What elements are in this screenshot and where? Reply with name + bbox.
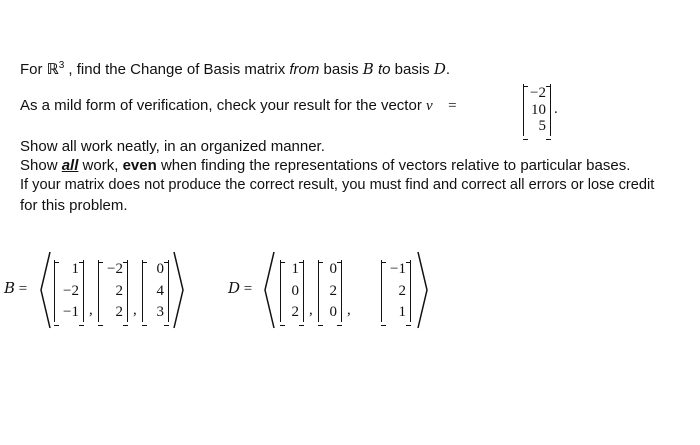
period: .: [554, 101, 558, 117]
basis-d-vector-2: [318, 260, 342, 322]
basis-b-vector-1: [54, 260, 84, 322]
instruction-line-1: Show all work neatly, in an organized manner.: [20, 138, 325, 155]
vector-entry: 1: [398, 304, 406, 320]
basis-b-label: B: [4, 279, 16, 297]
vector-entry: −1: [63, 304, 79, 320]
vector-entry: 0: [156, 261, 164, 277]
text: .: [445, 61, 451, 78]
equals-sign: =: [18, 281, 28, 297]
vector-entry: 4: [156, 282, 164, 299]
instruction-line-2: [20, 157, 630, 174]
text: when finding the representations of vectors relative to particular bases.: [156, 157, 631, 174]
comma: ,: [89, 302, 93, 318]
verification-statement: [20, 97, 457, 115]
comma: ,: [347, 302, 351, 318]
text: work,: [78, 157, 123, 174]
vector-entry: 2: [291, 304, 299, 320]
equals-sign: =: [243, 281, 253, 297]
comma: ,: [133, 302, 137, 318]
vector-entry: −1: [390, 261, 406, 277]
text: basis: [319, 61, 363, 78]
vector-entry: 2: [115, 282, 123, 299]
vector-entry: 1: [71, 261, 79, 277]
even-emphasis: even: [122, 157, 157, 174]
vector-entry: 0: [291, 282, 299, 299]
instruction-line-3: If your matrix does not produce the correct result, you must find and correct all errors or lose credit: [20, 177, 655, 193]
vector-entry: 10: [531, 101, 546, 118]
real-numbers-symbol: ℝ: [46, 60, 59, 78]
basis-d-symbol: D: [433, 60, 446, 78]
basis-d-vector-1: [280, 260, 304, 322]
left-angle-bracket: [38, 250, 52, 330]
basis-b-vector-3: [142, 260, 169, 322]
text: basis: [390, 61, 434, 78]
vector-entry: 2: [329, 282, 337, 299]
basis-b-equation: [4, 279, 27, 298]
right-angle-bracket: [416, 250, 430, 330]
vector-entry: 2: [398, 282, 406, 299]
left-angle-bracket: [262, 250, 276, 330]
basis-d-vector-3: [381, 260, 411, 322]
basis-b-symbol: B: [362, 60, 374, 78]
to-emphasis: to: [373, 61, 391, 78]
vector-v: [523, 84, 551, 136]
basis-b-vector-2: [98, 260, 128, 322]
basis-d-label: D: [228, 279, 241, 297]
comma: ,: [309, 302, 313, 318]
vector-v-symbol: v⃗: [425, 98, 445, 114]
basis-d-equation: [228, 279, 252, 298]
right-angle-bracket: [172, 250, 186, 330]
vector-entry: −2: [63, 282, 79, 299]
vector-entry: −2: [107, 261, 123, 277]
from-emphasis: from: [289, 61, 320, 78]
vector-entry: 1: [291, 261, 299, 277]
equals-sign: =: [444, 98, 457, 114]
exponent: 3: [58, 60, 65, 71]
text: For: [20, 61, 47, 78]
instruction-line-4: for this problem.: [20, 197, 128, 214]
vector-entry: 3: [156, 304, 164, 320]
text: As a mild form of verification, check your result for the vector: [20, 97, 426, 114]
text: , find the Change of Basis matrix: [64, 61, 290, 78]
vector-entry: 5: [538, 118, 546, 134]
vector-entry: −2: [530, 85, 546, 101]
problem-statement: [20, 60, 450, 78]
text: Show: [20, 157, 62, 174]
vector-entry: 2: [115, 304, 123, 320]
vector-entry: 0: [329, 261, 337, 277]
all-emphasis: all: [61, 157, 79, 174]
vector-entry: 0: [329, 304, 337, 320]
